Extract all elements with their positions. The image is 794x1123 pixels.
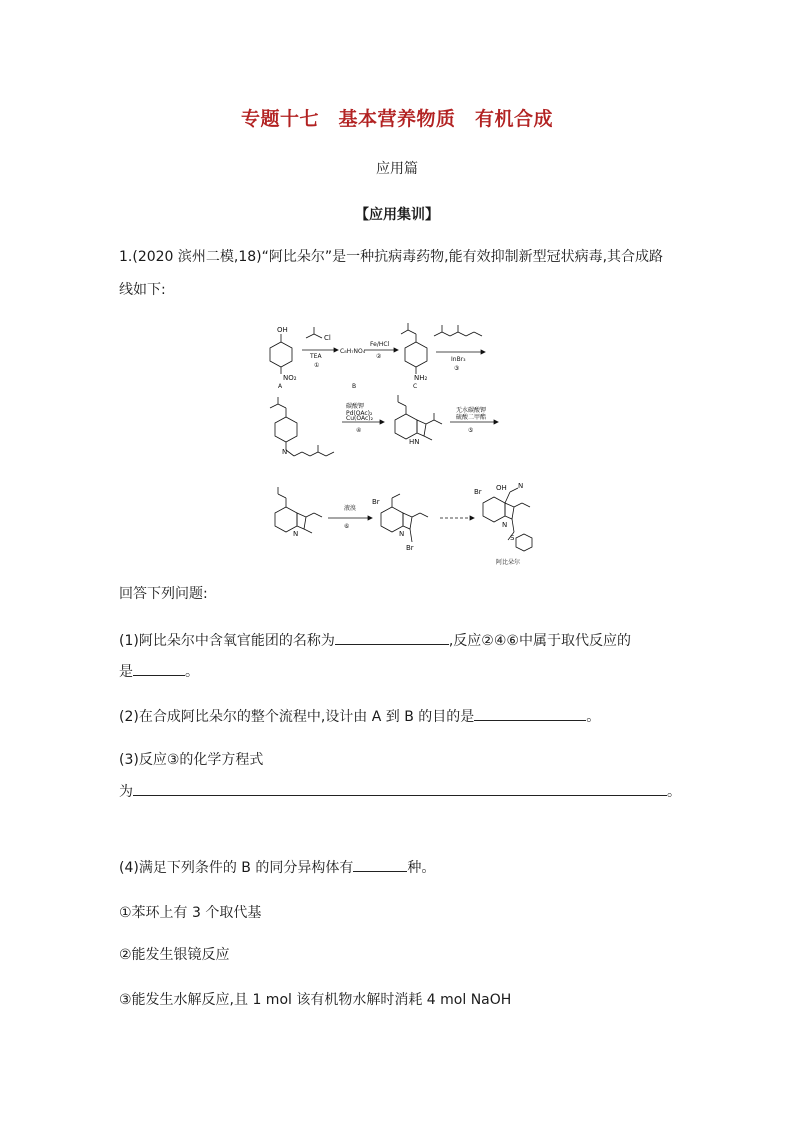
label-n-arbidol: N [502, 521, 508, 529]
label-n-dimethyl: N [518, 482, 524, 490]
question-1-line-2 [119, 661, 199, 682]
label-oh-arbidol: OH [496, 484, 507, 492]
label-step5: ⑤ [468, 427, 474, 434]
label-formula-b: C₈H₇NO₄ [340, 348, 366, 355]
label-step1: ① [314, 362, 320, 369]
label-cond5a: 无水碳酸钾 [456, 407, 487, 414]
section-heading: 【应用集训】 [355, 207, 439, 223]
label-nh2: NH₂ [414, 374, 428, 382]
question-2-end: 。 [586, 709, 601, 725]
label-cond4b: Pd(OAc)₂ [346, 410, 373, 417]
label-step3: ③ [454, 365, 460, 372]
label-c: C [413, 383, 418, 390]
page-title: 专题十七 基本营养物质 有机合成 [240, 108, 553, 130]
question-2-line [119, 706, 600, 727]
question-4-text-b: 种。 [407, 860, 436, 876]
label-step4: ④ [356, 427, 362, 434]
question-1-end: 。 [185, 664, 199, 680]
question-intro-line-2: 线如下: [119, 282, 166, 298]
question-1-line-1 [119, 630, 631, 651]
synthesis-scheme [256, 322, 556, 572]
question-3-text: 为 [119, 784, 133, 800]
question-4-text-a: (4)满足下列条件的 B 的同分异构体有 [119, 860, 354, 876]
question-2-text: (2)在合成阿比朵尔的整个流程中,设计由 A 到 B 的目的是 [119, 709, 475, 725]
answer-blank-3[interactable] [474, 706, 586, 721]
label-n-methyl: N [293, 530, 299, 538]
label-cond6: 液溴 [344, 505, 357, 512]
answer-blank-4[interactable] [133, 781, 667, 796]
label-br1: Br [372, 498, 380, 506]
question-1-text-a: (1)阿比朵尔中含氧官能团的名称为 [119, 633, 335, 649]
question-1-text-b: ,反应②④⑥中属于取代反应的 [448, 633, 631, 649]
condition-2: ②能发生银镜反应 [119, 947, 230, 963]
label-step6: ⑥ [344, 523, 350, 530]
label-a: A [278, 383, 283, 390]
label-tea: TEA [310, 353, 322, 360]
condition-1: ①苯环上有 3 个取代基 [119, 905, 262, 921]
question-intro-line-1: 1.(2020 滨州二模,18)“阿比朵尔”是一种抗病毒药物,能有效抑制新型冠状病毒,其合成路 [119, 249, 664, 265]
answer-prompt: 回答下列问题: [119, 586, 208, 602]
label-hn: HN [409, 438, 420, 446]
label-oh: OH [277, 326, 288, 334]
label-cond4c: Cu(OAc)₂ [346, 415, 373, 422]
answer-blank-1[interactable] [335, 630, 449, 645]
label-fe-hcl: Fe/HCl [370, 341, 390, 348]
label-br3: Br [474, 488, 482, 496]
label-product: 阿比朵尔 [496, 559, 521, 566]
question-3-end: 。 [667, 784, 681, 800]
label-cond5b: 硫酸二甲酯 [456, 414, 487, 421]
label-s: S [510, 534, 515, 542]
label-no2: NO₂ [283, 374, 297, 382]
page-subtitle: 应用篇 [376, 161, 418, 177]
question-1-text-c: 是 [119, 664, 133, 680]
answer-blank-2[interactable] [133, 661, 185, 676]
label-step2: ② [376, 353, 382, 360]
label-cond4a: 碳酸钾 [346, 403, 365, 410]
label-cl: Cl [324, 334, 331, 342]
label-n-brominated: N [399, 530, 405, 538]
question-4-line [119, 857, 435, 878]
label-inbr3: InBr₃ [451, 356, 466, 363]
answer-blank-5[interactable] [353, 857, 407, 872]
label-b: B [352, 383, 357, 390]
label-n-enamine: N [282, 448, 288, 456]
label-br2: Br [406, 544, 414, 552]
question-3-line-1: (3)反应③的化学方程式 [119, 752, 264, 768]
question-3-line-2 [119, 781, 681, 802]
condition-3: ③能发生水解反应,且 1 mol 该有机物水解时消耗 4 mol NaOH [119, 992, 512, 1008]
